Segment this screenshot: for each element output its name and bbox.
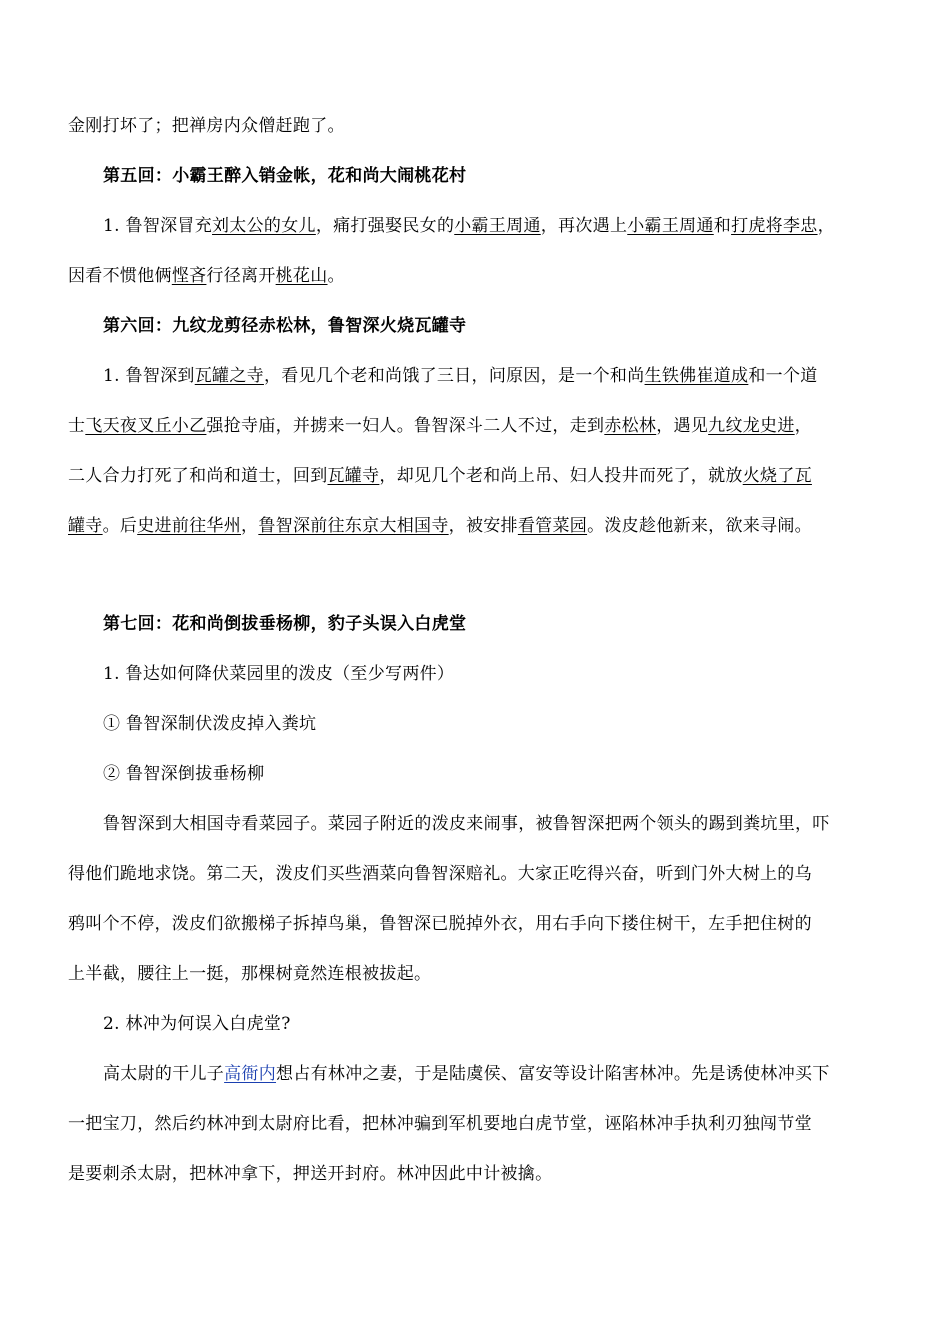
text-segment: 1. 鲁智深冒充: [103, 216, 213, 236]
answer-item-2: ② 鲁智深倒拔垂杨柳: [103, 764, 265, 784]
text-segment: ，被安排: [448, 516, 518, 536]
paragraph-line: 是要刺杀太尉，把林冲拿下，押送开封府。林冲因此中计被擒。: [68, 1164, 553, 1184]
question-1: 1. 鲁达如何降伏菜园里的泼皮（至少写两件）: [103, 664, 455, 684]
paragraph-line: [68, 464, 812, 488]
text-segment: ，: [794, 416, 812, 436]
text-segment: ，却见几个老和尚上吊、妇人投井而死了，就放: [379, 466, 743, 486]
text-segment: ，: [241, 516, 259, 536]
underlined-text: 小霸王周通: [627, 216, 714, 236]
text-segment: 。泼皮趁他新来，欲来寻闹。: [587, 516, 812, 536]
underlined-text: 鲁智深前往东京大相国寺: [258, 516, 449, 536]
paragraph-line: 得他们跪地求饶。第二天，泼皮们买些酒菜向鲁智深赔礼。大家正吃得兴奋，听到门外大树上的乌: [68, 864, 812, 884]
text-segment: 和: [713, 216, 732, 236]
underlined-text: 罐寺: [68, 516, 103, 536]
text-segment: 高太尉的干儿子: [103, 1064, 225, 1084]
chapter-heading-6: 第六回：九纹龙剪径赤松林，鲁智深火烧瓦罐寺: [103, 316, 467, 336]
underlined-text: 史进前往华州: [137, 516, 242, 536]
paragraph-line: [103, 364, 818, 388]
text-segment: 行径离开: [206, 266, 276, 286]
underlined-text: 打虎将李忠: [731, 216, 818, 236]
text-segment: 士: [68, 416, 86, 436]
text-segment: 二人合力打死了和尚和道士，回到: [68, 466, 328, 486]
paragraph-line: 一把宝刀，然后约林冲到太尉府比看，把林冲骗到军机要地白虎节堂，诬陷林冲手执利刃独闯节堂: [68, 1114, 812, 1134]
paragraph-line: [103, 1062, 830, 1086]
paragraph-line: [68, 264, 345, 288]
underlined-text: 九纹龙史进: [708, 416, 795, 436]
chapter-heading-7: 第七回：花和尚倒拔垂杨柳，豹子头误入白虎堂: [103, 614, 467, 634]
text-segment: 。: [327, 266, 345, 286]
paragraph-line: 鸦叫个不停，泼皮们欲搬梯子拆掉鸟巢，鲁智深已脱掉外衣，用右手向下搂住树干，左手把住树的: [68, 914, 812, 934]
underlined-text: 悭吝: [171, 266, 207, 286]
underlined-text: 桃花山: [275, 266, 328, 286]
text-segment: 强抢寺庙，并掳来一妇人。鲁智深斗二人不过，走到: [206, 416, 605, 436]
paragraph-line: [103, 214, 835, 238]
underlined-text: 瓦罐寺: [327, 466, 380, 486]
paragraph-line: 上半截，腰往上一挺，那棵树竟然连根被拔起。: [68, 964, 432, 984]
text-segment: ，遇见: [656, 416, 709, 436]
paragraph-line: [68, 514, 812, 538]
text-segment: 。后: [102, 516, 138, 536]
underlined-text: 刘太公的女儿: [212, 216, 316, 236]
text-segment: 因看不惯他俩: [68, 266, 172, 286]
underlined-text: 生铁佛崔道成: [644, 366, 749, 386]
text-segment: ，: [817, 216, 835, 236]
text-segment: ，看见几个老和尚饿了三日，问原因，是一个和尚: [263, 366, 645, 386]
text-line: 金刚打坏了；把禅房内众僧赶跑了。: [68, 116, 345, 136]
underlined-text: 赤松林: [604, 416, 657, 436]
underlined-text: 看管菜园: [517, 516, 588, 536]
inline-link[interactable]: 高衙内: [224, 1064, 277, 1084]
underlined-text: 瓦罐之寺: [194, 366, 264, 386]
underlined-text: 飞天夜叉丘小乙: [85, 416, 207, 436]
question-2: 2. 林冲为何误入白虎堂?: [103, 1014, 291, 1034]
text-segment: ，再次遇上: [540, 216, 628, 236]
text-segment: 和一个道: [748, 366, 818, 386]
chapter-heading-5: 第五回：小霸王醉入销金帐，花和尚大闹桃花村: [103, 166, 467, 186]
text-segment: 1. 鲁智深到: [103, 366, 195, 386]
text-segment: 想占有林冲之妻，于是陆虞侯、富安等设计陷害林冲。先是诱使林冲买下: [276, 1064, 830, 1084]
underlined-text: 小霸王周通: [454, 216, 541, 236]
underlined-text: 火烧了瓦: [742, 466, 812, 486]
text-segment: ，痛打强娶民女的: [315, 216, 455, 236]
paragraph-line: 鲁智深到大相国寺看菜园子。菜园子附近的泼皮来闹事，被鲁智深把两个领头的踢到粪坑里，吓: [103, 814, 830, 834]
paragraph-line: [68, 414, 812, 438]
answer-item-1: ① 鲁智深制伏泼皮掉入粪坑: [103, 714, 317, 734]
